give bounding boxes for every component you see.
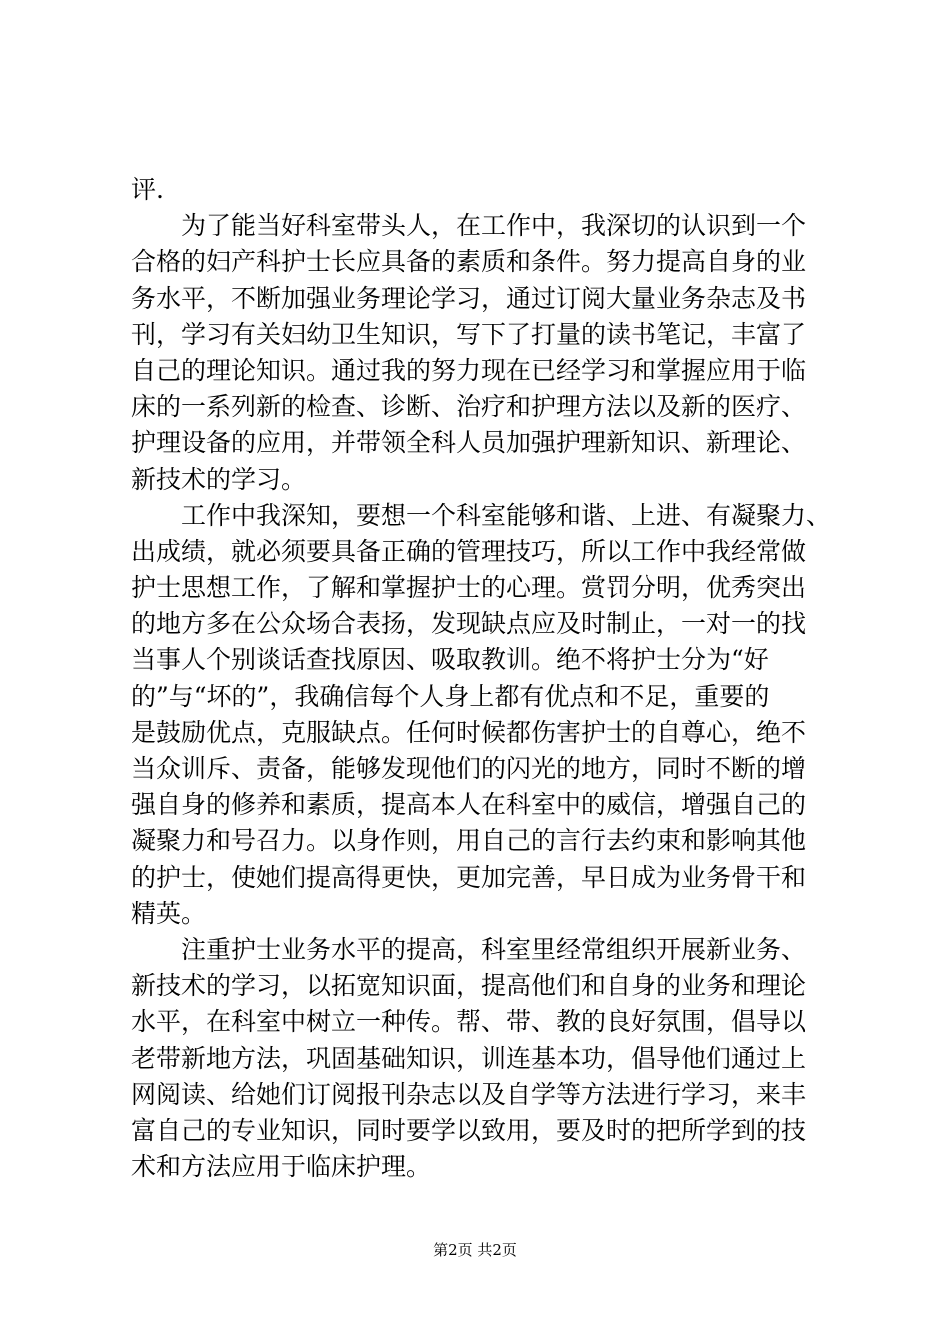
text-line: 出成绩，就必须要具备正确的管理技巧，所以工作中我经常做 <box>131 536 807 566</box>
text-line: 老带新地方法，巩固基础知识，训连基本功，倡导他们通过上 <box>131 1043 807 1073</box>
text-line: 富自己的专业知识，同时要学以致用，要及时的把所学到的技 <box>131 1115 807 1145</box>
text-line: 水平，在科室中树立一种传。帮、带、教的良好氛围，倡导以 <box>131 1007 807 1037</box>
text-line: 网阅读、给她们订阅报刊杂志以及自学等方法进行学习，来丰 <box>131 1079 807 1109</box>
text-line: 精英。 <box>131 898 207 928</box>
text-line: 当众训斥、责备，能够发现他们的闪光的地方，同时不断的增 <box>131 754 807 783</box>
text-line: 刊，学习有关妇幼卫生知识，写下了打量的读书笔记，丰富了 <box>131 319 807 349</box>
text-line: 新技术的学习。 <box>131 464 307 494</box>
text-line: 是鼓励优点，克服缺点。任何时候都伤害护士的自尊心，绝不 <box>131 717 807 747</box>
text-line: 当事人个别谈话查找原因、吸取教训。绝不将护士分为“好 <box>131 645 769 675</box>
text-line: 评. <box>131 175 164 204</box>
text-line: 的护士，使她们提高得更快，更加完善，早日成为业务骨干和 <box>131 862 807 892</box>
text-line: 合格的妇产科护士长应具备的素质和条件。努力提高自身的业 <box>131 247 807 277</box>
text-line: 注重护士业务水平的提高，科室里经常组织开展新业务、 <box>131 934 807 964</box>
text-line: 自己的理论知识。通过我的努力现在已经学习和掌握应用于临 <box>131 355 807 385</box>
text-line: 务水平，不断加强业务理论学习，通过订阅大量业务杂志及书 <box>131 283 807 313</box>
text-line: 凝聚力和号召力。以身作则，用自己的言行去约束和影响其他 <box>131 826 807 856</box>
text-line: 术和方法应用于临床护理。 <box>131 1152 432 1182</box>
text-line: 为了能当好科室带头人，在工作中，我深切的认识到一个 <box>131 211 807 241</box>
text-line: 强自身的修养和素质，提高本人在科室中的威信，增强自己的 <box>131 790 807 820</box>
text-line: 的”与“坏的”，我确信每个人身上都有优点和不足，重要的 <box>131 681 770 711</box>
text-line: 护士思想工作，了解和掌握护士的心理。赏罚分明，优秀突出 <box>131 573 807 603</box>
document-body <box>131 172 831 1185</box>
text-line: 的地方多在公众场合表扬，发现缺点应及时制止，一对一的找 <box>131 609 807 639</box>
text-line: 新技术的学习，以拓宽知识面，提高他们和自身的业务和理论 <box>131 971 807 1001</box>
text-line: 工作中我深知，要想一个科室能够和谐、上进、有凝聚力、 <box>131 500 832 530</box>
page-footer: 第2页 共2页 <box>433 1241 517 1259</box>
text-line: 床的一系列新的检查、诊断、治疗和护理方法以及新的医疗、 <box>131 392 807 422</box>
text-line: 护理设备的应用，并带领全科人员加强护理新知识、新理论、 <box>131 428 807 458</box>
